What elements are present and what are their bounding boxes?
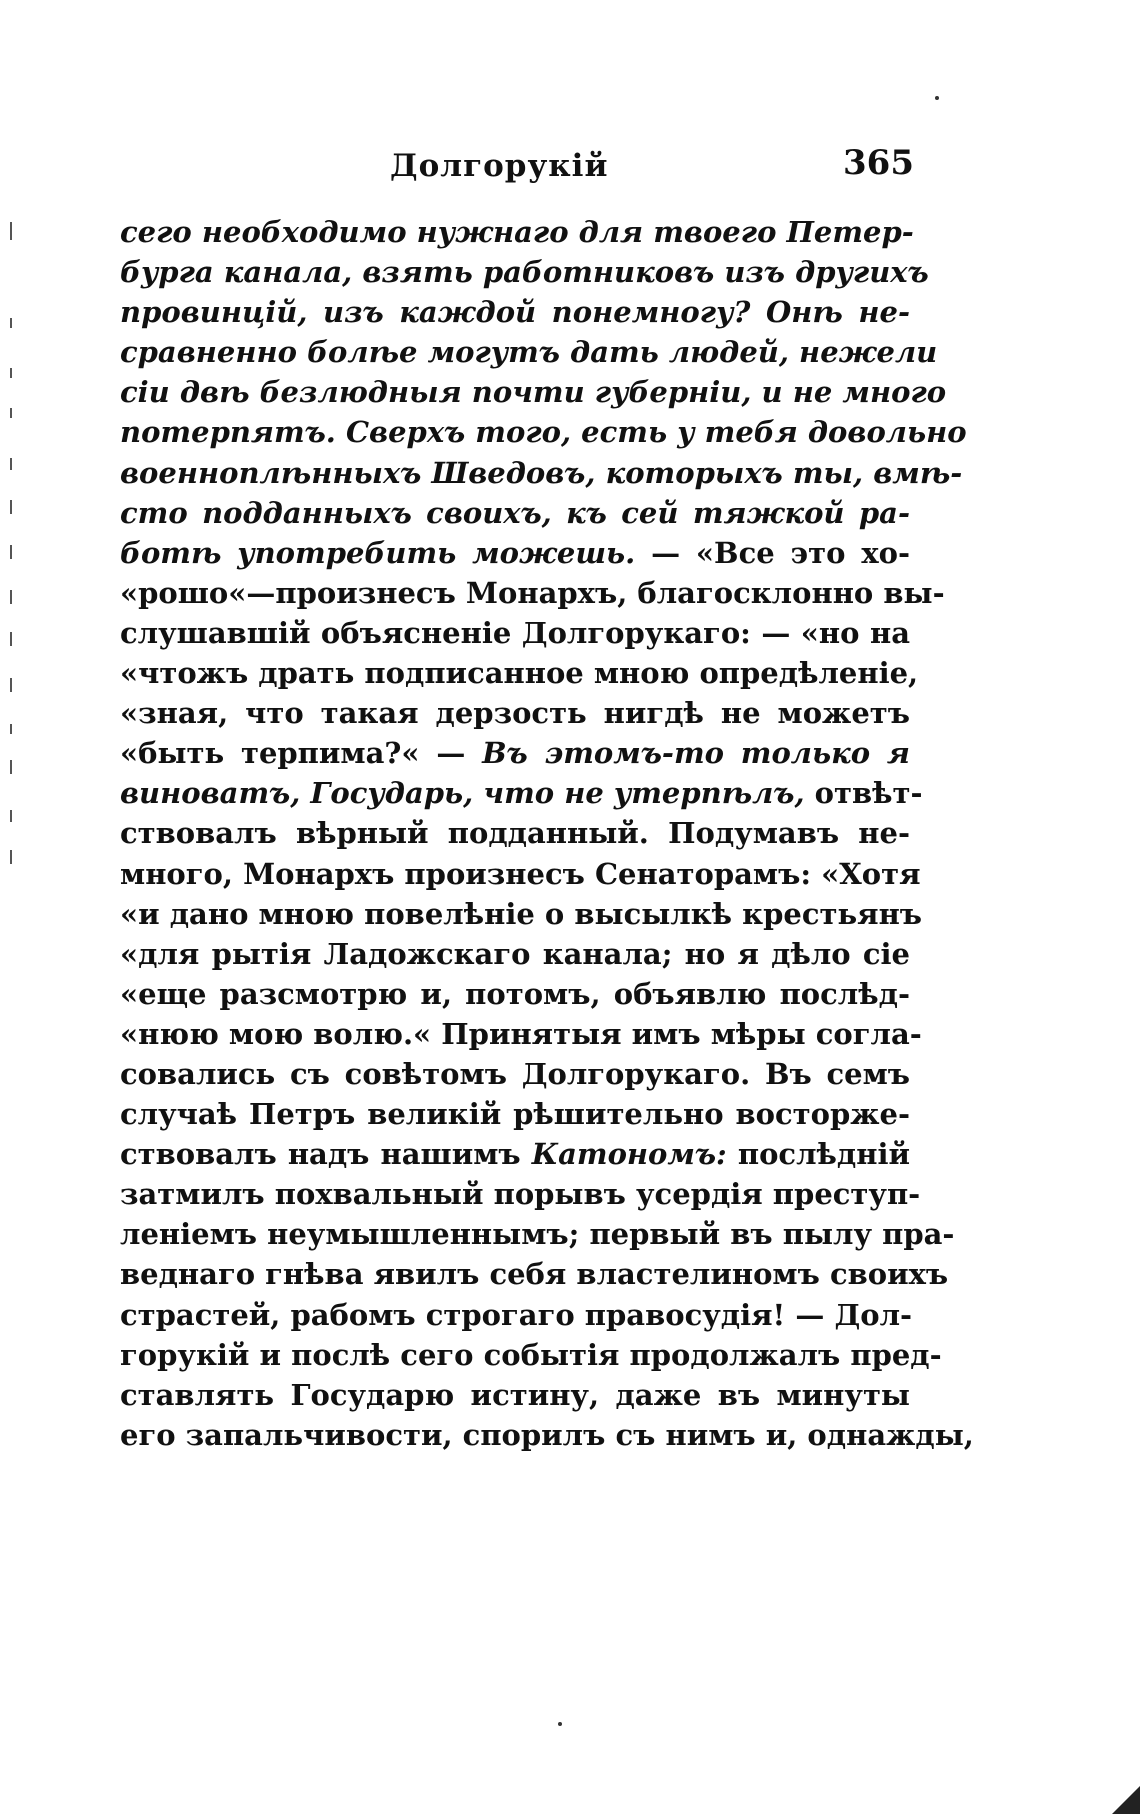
margin-scan-mark: [10, 368, 12, 378]
roman-span: «зная, что такая дерзость нигдѣ не можетъ: [120, 696, 910, 731]
scan-speck: [935, 96, 939, 100]
roman-span: — «Все это хо-: [635, 535, 910, 570]
text-line: [120, 1174, 921, 1214]
margin-scan-mark: [10, 500, 12, 514]
roman-span: «нюю мою волю.« Принятыя имъ мѣры согла-: [120, 1016, 922, 1051]
text-line: [120, 1375, 910, 1415]
italic-span: провинцій, изъ каждой понемногу? Онѣ не-: [120, 295, 910, 330]
page-number: 365: [843, 143, 914, 183]
italic-span: сего необходимо нужнаго для твоего Петер-: [120, 215, 914, 249]
text-line: [120, 1415, 974, 1455]
text-line: [120, 854, 921, 894]
text-line: [120, 773, 923, 813]
italic-span: ботѣ употребить можешь.: [120, 535, 636, 570]
roman-span: леніемъ неумышленнымъ; первый въ пылу пра-: [120, 1217, 955, 1252]
roman-span: случаѣ Петръ великій рѣшительно восторже-: [120, 1097, 910, 1132]
roman-span: веднаго гнѣва явилъ себя властелиномъ своихъ: [120, 1257, 949, 1292]
margin-scan-mark: [10, 318, 12, 328]
text-line: [120, 1335, 942, 1375]
italic-span: виноватъ, Государь, что не утерпѣлъ,: [120, 776, 805, 811]
text-line: [120, 1254, 949, 1294]
text-line: [120, 212, 914, 252]
text-line: [120, 934, 910, 974]
text-line: [120, 1094, 910, 1134]
text-line: [120, 412, 967, 452]
italic-span: Катономъ:: [531, 1137, 727, 1172]
roman-span: много, Монархъ произнесъ Сенаторамъ: «Хотя: [120, 856, 921, 891]
text-line: [120, 332, 938, 372]
text-line: [120, 533, 910, 573]
margin-scan-mark: [10, 632, 12, 646]
text-line: [120, 573, 945, 613]
body-text: [120, 212, 974, 1455]
text-line: [120, 813, 910, 853]
margin-scan-mark: [10, 222, 12, 240]
roman-span: ствовалъ надъ нашимъ: [120, 1137, 532, 1172]
italic-span: бурга канала, взять работниковъ изъ другихъ: [120, 255, 929, 290]
margin-scan-mark: [10, 458, 12, 470]
margin-scan-mark: [10, 545, 12, 559]
roman-span: «чтожъ драть подписанное мною опредѣленіе,: [120, 656, 919, 691]
roman-span: затмилъ похвальный порывъ усердія преступ-: [120, 1177, 921, 1212]
text-line: [120, 292, 910, 332]
margin-scan-mark: [10, 408, 12, 418]
running-title: Долгорукій: [390, 148, 609, 184]
text-line: [120, 733, 910, 773]
roman-span: «быть терпима?« —: [120, 736, 483, 771]
roman-span: «и дано мною повелѣніе о высылкѣ крестьянъ: [120, 896, 923, 931]
text-line: [120, 252, 929, 292]
italic-span: Въ этомъ-то только я: [482, 736, 910, 771]
roman-span: «рошо«—произнесъ Монархъ, благосклонно вы-: [120, 575, 945, 610]
margin-scan-mark: [10, 760, 12, 774]
text-line: [120, 1134, 910, 1174]
scan-speck: [558, 1722, 562, 1726]
roman-span: «еще разсмотрю и, потомъ, объявлю послѣд-: [120, 976, 910, 1011]
roman-span: ставлять Государю истину, даже въ минуты: [120, 1377, 910, 1412]
roman-span: слушавшій объясненіе Долгорукаго: — «но на: [120, 615, 910, 650]
margin-scan-mark: [10, 678, 12, 692]
roman-span: послѣдній: [726, 1137, 910, 1172]
roman-span: отвѣт-: [804, 776, 923, 811]
text-line: [120, 894, 923, 934]
italic-span: сіи двѣ безлюдныя почти губерніи, и не много: [120, 375, 947, 410]
roman-span: совались съ совѣтомъ Долгорукаго. Въ семъ: [120, 1056, 910, 1091]
margin-scan-mark: [10, 724, 12, 734]
text-line: [120, 493, 910, 533]
margin-scan-mark: [10, 850, 12, 864]
text-line: [120, 1214, 955, 1254]
margin-scan-mark: [10, 590, 12, 604]
text-line: [120, 372, 947, 412]
roman-span: его запальчивости, спорилъ съ нимъ и, однажды,: [120, 1417, 974, 1452]
text-line: [120, 1295, 913, 1335]
text-line: [120, 653, 919, 693]
italic-span: сто подданныхъ своихъ, къ сей тяжкой ра-: [120, 495, 910, 530]
margin-scan-mark: [10, 810, 12, 822]
italic-span: военноплѣнныхъ Шведовъ, которыхъ ты, вмѣ-: [120, 455, 963, 490]
roman-span: «для рытія Ладожскаго канала; но я дѣло сіе: [120, 936, 910, 971]
italic-span: потерпятъ. Сверхъ того, есть у тебя довольно: [120, 415, 967, 450]
roman-span: страстей, рабомъ строгаго правосудія! — Дол-: [120, 1297, 913, 1332]
roman-span: горукій и послѣ сего событія продолжалъ пред-: [120, 1337, 942, 1372]
text-line: [120, 613, 910, 653]
text-line: [120, 453, 963, 493]
italic-span: сравненно болѣе могутъ дать людей, нежели: [120, 335, 938, 370]
text-line: [120, 1054, 910, 1094]
scan-corner-mark: [1112, 1786, 1140, 1814]
text-line: [120, 1014, 922, 1054]
text-line: [120, 693, 910, 733]
roman-span: ствовалъ вѣрный подданный. Подумавъ не-: [120, 816, 910, 851]
text-line: [120, 974, 910, 1014]
